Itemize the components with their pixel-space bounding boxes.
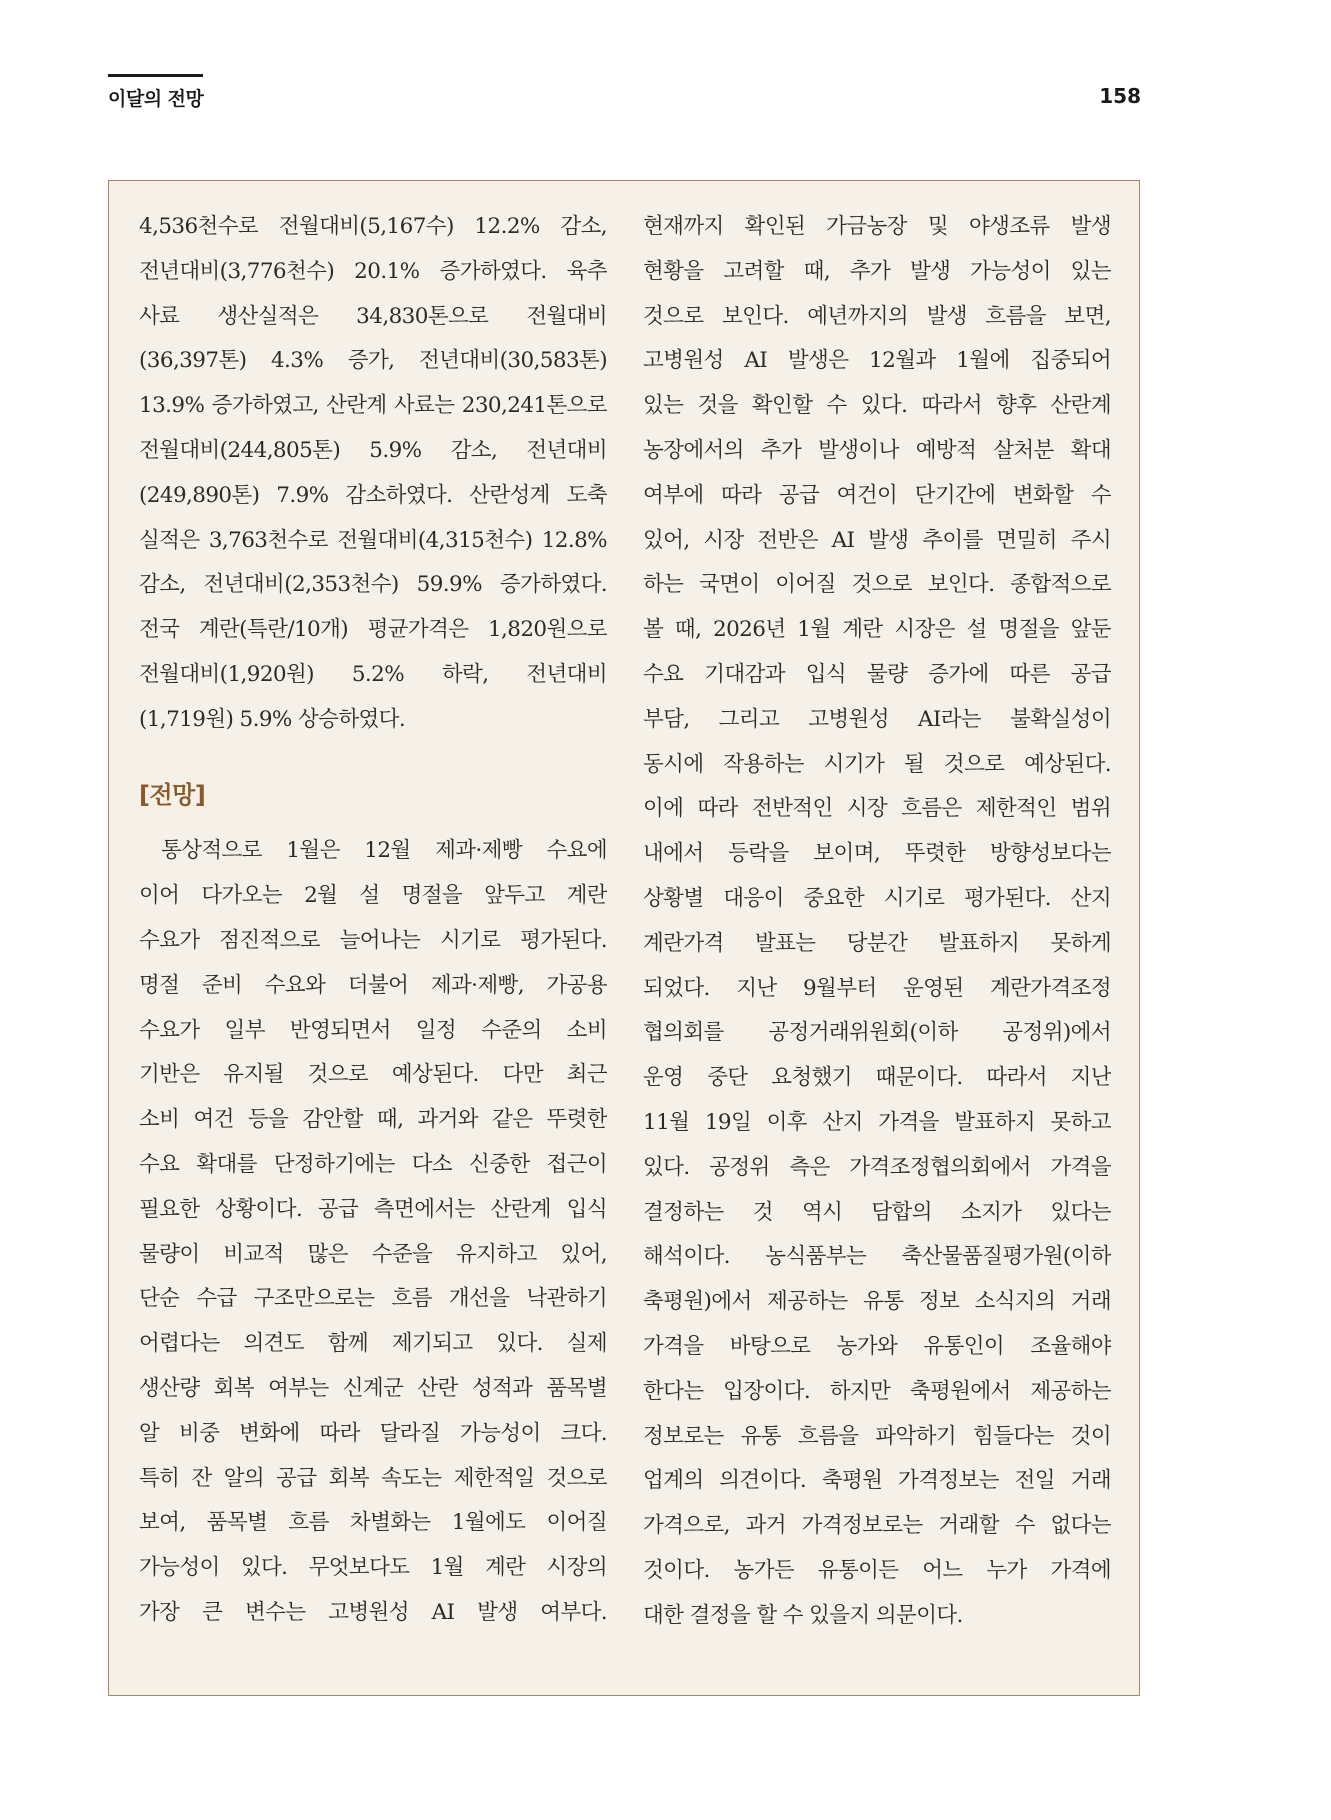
left-column xyxy=(139,205,607,1636)
text-line: 부담, 그리고 고병원성 AI라는 불확실성이 xyxy=(643,706,1111,732)
text-line: 알 비중 변화에 따라 달라질 가능성이 크다. xyxy=(139,1420,607,1446)
text-line: 가격을 바탕으로 농가와 유통인이 조율해야 xyxy=(643,1333,1111,1359)
text-line: 운영 중단 요청했기 때문이다. 따라서 지난 xyxy=(643,1065,1111,1091)
text-line: 전월대비(1,920원) 5.2% 하락, 전년대비 xyxy=(139,661,607,687)
text-line: 것으로 보인다. 예년까지의 발생 흐름을 보면, xyxy=(643,303,1111,329)
text-line: 기반은 유지될 것으로 예상된다. 다만 최근 xyxy=(139,1062,607,1088)
text-line: (1,719원) 5.9% 상승하였다. xyxy=(139,706,406,732)
text-line: 가격으로, 과거 가격정보로는 거래할 수 없다는 xyxy=(643,1513,1111,1539)
text-line: 여부에 따라 공급 여건이 단기간에 변화할 수 xyxy=(643,482,1111,508)
text-line: 볼 때, 2026년 1월 계란 시장은 설 명절을 앞둔 xyxy=(643,617,1111,643)
text-line: 농장에서의 추가 발생이나 예방적 살처분 확대 xyxy=(643,437,1111,463)
right-column xyxy=(643,205,1111,1639)
text-line: 가장 큰 변수는 고병원성 AI 발생 여부다. xyxy=(139,1599,607,1625)
text-line: 축평원)에서 제공하는 유통 정보 소식지의 거래 xyxy=(643,1289,1111,1315)
text-line: 수요 확대를 단정하기에는 다소 신중한 접근이 xyxy=(139,1151,607,1177)
text-line: 통상적으로 1월은 12월 제과·제빵 수요에 xyxy=(161,838,607,864)
text-line: 사료 생산실적은 34,830톤으로 전월대비 xyxy=(139,303,607,329)
text-line: 4,536천수로 전월대비(5,167수) 12.2% 감소, xyxy=(139,214,607,239)
text-line: 고병원성 AI 발생은 12월과 1월에 집중되어 xyxy=(643,348,1111,374)
text-line: 13.9% 증가하였고, 산란계 사료는 230,241톤으로 xyxy=(139,393,607,419)
paragraph-outlook xyxy=(139,829,607,1635)
text-line: 이에 따라 전반적인 시장 흐름은 제한적인 범위 xyxy=(643,796,1111,822)
article-box xyxy=(108,180,1140,1696)
text-line: 결정하는 것 역시 담합의 소지가 있다는 xyxy=(643,1199,1111,1225)
text-line: 업계의 의견이다. 축평원 가격정보는 전일 거래 xyxy=(643,1468,1111,1494)
text-line: 협의회를 공정거래위원회(이하 공정위)에서 xyxy=(643,1020,1111,1046)
text-line: 대한 결정을 할 수 있을지 의문이다. xyxy=(643,1602,963,1628)
text-line: (36,397톤) 4.3% 증가, 전년대비(30,583톤) xyxy=(139,348,607,374)
text-line: 단순 수급 구조만으로는 흐름 개선을 낙관하기 xyxy=(139,1286,607,1312)
text-line: 수요가 점진적으로 늘어나는 시기로 평가된다. xyxy=(139,927,607,953)
text-line: 현황을 고려할 때, 추가 발생 가능성이 있는 xyxy=(643,258,1111,284)
text-line: 명절 준비 수요와 더불어 제과·제빵, 가공용 xyxy=(139,972,607,998)
text-line: 11월 19일 이후 산지 가격을 발표하지 못하고 xyxy=(643,1109,1111,1135)
text-line: 해석이다. 농식품부는 축산물품질평가원(이하 xyxy=(643,1244,1111,1270)
text-line: 생산량 회복 여부는 신계군 산란 성적과 품목별 xyxy=(139,1375,607,1401)
text-line: 수요 기대감과 입식 물량 증가에 따른 공급 xyxy=(643,661,1111,687)
text-line: 있다. 공정위 측은 가격조정협의회에서 가격을 xyxy=(643,1154,1111,1180)
text-line: 있어, 시장 전반은 AI 발생 추이를 면밀히 주시 xyxy=(643,527,1111,553)
text-line: 내에서 등락을 보이며, 뚜렷한 방향성보다는 xyxy=(643,841,1111,867)
text-line: 가능성이 있다. 무엇보다도 1월 계란 시장의 xyxy=(139,1555,607,1581)
text-line: 한다는 입장이다. 하지만 축평원에서 제공하는 xyxy=(643,1378,1111,1404)
text-line: 실적은 3,763천수로 전월대비(4,315천수) 12.8% xyxy=(139,527,607,553)
outlook-subheading: [전망] xyxy=(139,780,206,809)
text-line: 이어 다가오는 2월 설 명절을 앞두고 계란 xyxy=(139,883,607,909)
page-number: 158 xyxy=(1099,84,1141,108)
text-line: 물량이 비교적 많은 수준을 유지하고 있어, xyxy=(139,1241,607,1267)
text-line: 전년대비(3,776천수) 20.1% 증가하였다. 육추 xyxy=(139,258,607,284)
text-line: 수요가 일부 반영되면서 일정 수준의 소비 xyxy=(139,1017,607,1043)
text-line: 하는 국면이 이어질 것으로 보인다. 종합적으로 xyxy=(643,572,1111,598)
text-line: 필요한 상황이다. 공급 측면에서는 산란계 입식 xyxy=(139,1196,607,1222)
text-line: 현재까지 확인된 가금농장 및 야생조류 발생 xyxy=(643,214,1111,239)
text-line: 동시에 작용하는 시기가 될 것으로 예상된다. xyxy=(643,751,1111,777)
paragraph-statistics xyxy=(139,205,607,743)
text-line: 감소, 전년대비(2,353천수) 59.9% 증가하였다. xyxy=(139,572,607,598)
text-line: 보여, 품목별 흐름 차별화는 1월에도 이어질 xyxy=(139,1510,607,1536)
section-label: 이달의 전망 xyxy=(108,88,204,110)
text-line: 특히 잔 알의 공급 회복 속도는 제한적일 것으로 xyxy=(139,1465,607,1491)
text-line: 소비 여건 등을 감안할 때, 과거와 같은 뚜렷한 xyxy=(139,1107,607,1133)
text-line: (249,890톤) 7.9% 감소하였다. 산란성계 도축 xyxy=(139,482,607,508)
text-line: 되었다. 지난 9월부터 운영된 계란가격조정 xyxy=(643,975,1111,1001)
text-line: 전월대비(244,805톤) 5.9% 감소, 전년대비 xyxy=(139,437,607,463)
text-line: 어렵다는 의견도 함께 제기되고 있다. 실제 xyxy=(139,1331,607,1357)
header-rule xyxy=(108,74,203,77)
text-line: 전국 계란(특란/10개) 평균가격은 1,820원으로 xyxy=(139,617,607,643)
text-line: 정보로는 유통 흐름을 파악하기 힘들다는 것이 xyxy=(643,1423,1111,1449)
text-line: 상황별 대응이 중요한 시기로 평가된다. 산지 xyxy=(643,885,1111,911)
text-line: 있는 것을 확인할 수 있다. 따라서 향후 산란계 xyxy=(643,393,1111,419)
text-line: 계란가격 발표는 당분간 발표하지 못하게 xyxy=(643,930,1111,956)
text-line: 것이다. 농가든 유통이든 어느 누가 가격에 xyxy=(643,1557,1111,1583)
